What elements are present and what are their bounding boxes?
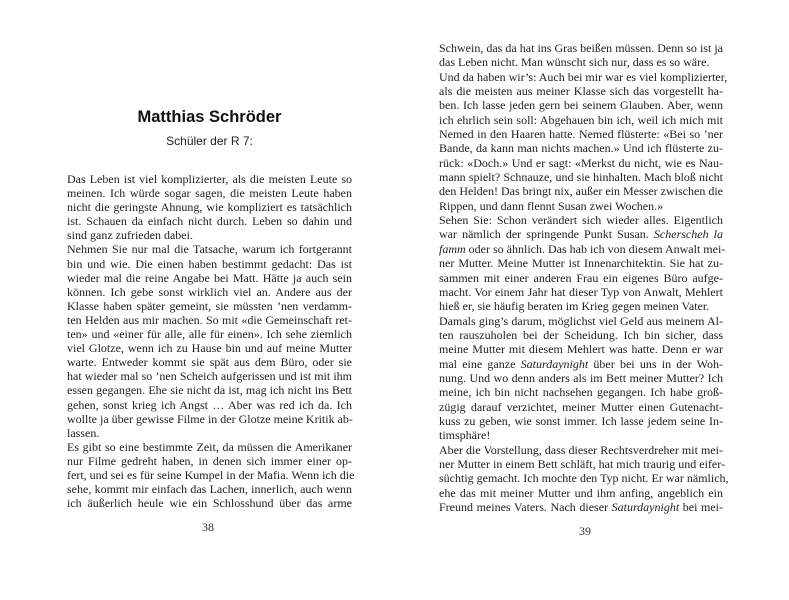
text-segment: Aber die Vorstellung, dass dieser Rechtsverdreher mit mei- <box>439 442 723 457</box>
text-segment: warte. Entweder kommt sie spät aus dem Büro, oder sie <box>67 355 352 370</box>
text-segment: über bei uns in der Woh- <box>588 356 724 371</box>
text-line <box>439 486 723 500</box>
text-segment: gehen, sonst krieg ich Angst … Aber was red ich da. Ich <box>67 397 352 412</box>
text-segment: das Leben nicht. Man wünscht sich nur, dass es so wäre. <box>439 55 710 70</box>
text-line <box>67 200 352 214</box>
text-segment: sammen mit einer anderen Frau ein eigenes Büro aufge- <box>439 270 723 285</box>
text-line <box>439 500 723 514</box>
text-line <box>439 113 723 127</box>
text-line <box>67 454 352 468</box>
text-segment: ben. Ich lasse jeden gern bei seinem Glauben. Aber, wenn <box>439 98 723 113</box>
text-line <box>439 342 723 356</box>
text-line <box>439 127 723 141</box>
text-line <box>67 257 352 271</box>
text-line <box>67 467 355 482</box>
text-segment: zügig darauf verzichtet, meiner Mutter einen Gutenacht- <box>439 399 723 414</box>
text-segment: den Helden! Das bringt nix, außer ein Messer zwischen die <box>439 184 723 199</box>
text-segment: mann spielt? Schnauze, und sie hinhalten. Mach bloß nicht <box>439 170 723 185</box>
text-segment: Das Leben ist viel komplizierter, als die meisten Leute so <box>67 172 352 186</box>
text-segment: meine Mutter mit diesem Mehlert was hatte. Denn er war <box>439 342 723 357</box>
text-line <box>439 41 723 55</box>
text-line <box>439 213 723 227</box>
text-segment: macht. Vor einem Jahr hat dieser Typ von Anwalt, Mehlert <box>439 284 723 299</box>
body-text <box>67 172 355 511</box>
text-segment: ten» und «einer für alle, alle für einen». Ich sehe ziemlich <box>67 327 352 342</box>
text-line <box>439 314 723 328</box>
text-segment: nung. Und wo denn anders als im Bett meiner Mutter? Ich <box>439 370 723 385</box>
text-line <box>67 242 352 256</box>
text-segment: mal eine ganze <box>439 356 521 371</box>
text-line <box>439 227 723 241</box>
text-line <box>439 400 723 414</box>
text-segment: wollte ja über gewisse Filme in der Glotze meine Kritik ab- <box>67 411 353 426</box>
text-line <box>67 341 352 355</box>
text-line <box>67 426 352 440</box>
text-segment: als die meisten aus meiner Klasse sich das vorgestellt ha- <box>439 84 723 99</box>
text-line <box>439 328 723 342</box>
text-line <box>67 412 352 426</box>
text-segment: timsphäre! <box>439 428 491 443</box>
text-segment: sind ganz zufrieden dabei. <box>67 228 193 243</box>
text-line <box>439 428 723 442</box>
text-segment: ist. Schauen da einfach nicht durch. Leben so dahin und <box>67 214 352 229</box>
text-line <box>67 172 352 186</box>
chapter-title: Matthias Schröder <box>137 108 282 126</box>
text-line <box>439 357 723 371</box>
text-segment: Nemed in den Haaren hatte. Nemed flüsterte: «Bei so ’ner <box>439 127 723 142</box>
text-segment: ehe das mit meiner Mutter und ihm anfing, angeblich ein <box>439 485 723 500</box>
text-segment: rück: «Doch.» Und er sagt: «Merkst du nicht, wie es Nau- <box>439 155 723 170</box>
text-segment: lassen. <box>67 425 100 440</box>
text-line <box>439 141 723 155</box>
text-line <box>67 496 352 510</box>
text-segment: nicht die geringste Ahnung, wie kompliziert es tatsächlich <box>67 200 352 215</box>
text-segment: Sehen Sie: Schon verändert sich wieder alles. Eigentlich <box>439 213 723 228</box>
text-segment: meine, ich bin nicht nachsehen gegangen. Ich habe groß- <box>439 385 723 400</box>
text-line <box>439 371 723 385</box>
text-segment: ten rauszuholen bei der Scheidung. Ich bin sicher, dass <box>439 327 723 342</box>
text-segment: Rippen, und dann flennt Susan zwei Wochen.» <box>439 198 664 213</box>
text-segment: wieder mal die reine Angabe bei Matt. Hätte ja auch sein <box>67 270 352 285</box>
text-line <box>67 186 352 200</box>
text-line <box>439 285 723 299</box>
text-line <box>67 228 352 242</box>
text-segment: Klasse haben später gemeint, sie müssten ’nen verdamm- <box>67 298 352 313</box>
page-number: 39 <box>579 524 591 538</box>
text-line <box>439 199 723 213</box>
text-segment: meinen. Ich würde sogar sagen, die meisten Leute haben <box>67 186 352 201</box>
text-segment: Nehmen Sie nur mal die Tatsache, warum ich fortgerannt <box>67 242 352 257</box>
text-line <box>67 398 352 412</box>
text-line <box>439 385 723 399</box>
text-line <box>439 170 723 184</box>
text-line <box>67 299 352 313</box>
text-segment: bei mei- <box>679 500 723 514</box>
page-number: 38 <box>202 520 214 534</box>
text-line <box>67 482 352 496</box>
text-segment: Schwein, das da hat ins Gras beißen müssen. Denn so ist ja <box>439 41 723 55</box>
text-segment: hieß er, sie häufig beraten im Krieg gegen meinen Vater. <box>439 299 710 314</box>
text-line <box>439 471 729 486</box>
text-segment: Freund meines Vaters. Nach dieser <box>439 500 612 514</box>
text-line <box>67 355 352 369</box>
text-segment: Und da haben wir’s: Auch bei mir war es viel komplizierter, <box>439 69 728 84</box>
text-line <box>67 383 352 397</box>
text-line <box>439 98 723 112</box>
text-segment: sehe, kommt mir einfach das Lachen, innerlich, auch wenn <box>67 482 352 497</box>
text-line <box>439 457 723 471</box>
text-line <box>439 55 723 69</box>
text-line <box>439 241 726 256</box>
text-line <box>67 313 352 327</box>
text-segment: oder so ähnlich. Das hab ich von diesem Anwalt mei- <box>465 241 726 256</box>
text-segment: kuss zu geben, wie sonst immer. Ich lasse jedem seine In- <box>439 413 723 428</box>
italic-text: Scherscheh la <box>653 227 724 242</box>
text-line <box>67 285 352 299</box>
text-line <box>439 443 723 457</box>
text-segment: ner Mutter. Meine Mutter ist Innenarchitektin. Sie hat zu- <box>439 256 723 271</box>
text-line <box>439 184 723 198</box>
text-line <box>439 84 723 98</box>
text-segment: essen gegangen. Ehe sie nicht da ist, mag ich nicht ins Bett <box>67 383 352 398</box>
text-segment: bin und wie. Die einen haben bestimmt gedacht: Das ist <box>67 256 352 271</box>
text-segment: hat wieder mal so ’nen Scheich aufgerissen und ist mit ihm <box>67 369 352 384</box>
text-line <box>439 414 723 428</box>
text-segment: können. Ich gebe sonst wirklich viel an. Andere aus der <box>67 284 352 299</box>
italic-text: Saturdaynight <box>611 500 680 514</box>
italic-text: Saturdaynight <box>520 356 589 371</box>
italic-text: famm <box>439 241 466 256</box>
text-line <box>439 256 723 270</box>
text-segment: ich äußerlich heule wie ein Schlosshund über das arme <box>67 496 352 511</box>
text-line <box>439 299 723 313</box>
text-line <box>439 69 728 84</box>
text-line <box>67 369 352 383</box>
text-line <box>67 271 352 285</box>
text-segment: nur Filme gedreht haben, in denen sich immer einer op- <box>67 453 352 468</box>
text-segment: Bande, da kann man nichts machen.» Und ich flüsterte zu- <box>439 141 723 156</box>
text-segment: war nämlich der springende Punkt Susan. <box>439 227 654 242</box>
chapter-subtitle: Schüler der R 7: <box>166 134 253 148</box>
text-segment: Damals ging’s darum, möglichst viel Geld aus meinem Al- <box>439 313 723 328</box>
text-segment: ner Mutter in einem Bett schläft, hat mich traurig und eifer- <box>439 456 725 471</box>
body-text <box>439 41 729 514</box>
text-segment: Es gibt so eine bestimmte Zeit, da müssen die Amerikaner <box>67 439 352 454</box>
text-segment: viel Glotze, wenn ich zu Hause bin und auf meine Mutter <box>67 341 352 356</box>
text-line <box>67 327 352 341</box>
text-line <box>67 440 352 454</box>
right-page <box>395 0 789 600</box>
text-segment: ich ehrlich sein soll: Abgehauen bin ich, weil ich mich mit <box>439 112 723 127</box>
text-segment: süchtig gemacht. Ich mochte den Typ nicht. Er war nämlich, <box>439 471 729 486</box>
text-segment: fert, und sei es für seine Kumpel in der Mafia. Wenn ich die <box>67 467 355 482</box>
text-line <box>439 156 723 170</box>
text-line <box>67 214 352 228</box>
text-segment: ten Helden aus mir machen. So mit «die Gemeinschaft ret- <box>67 312 352 327</box>
text-line <box>439 271 723 285</box>
